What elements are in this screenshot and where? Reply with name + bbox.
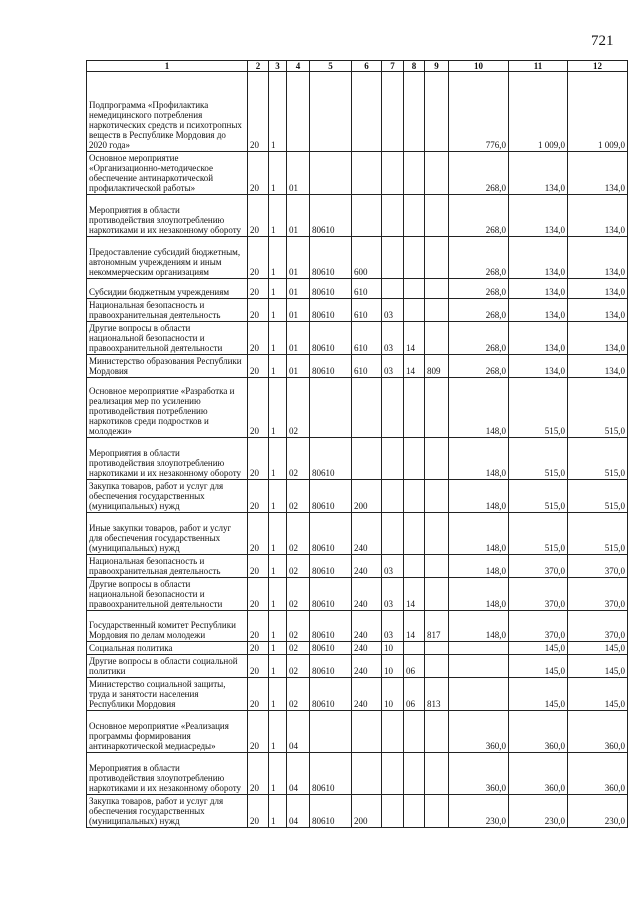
cell-col-4: 01 — [287, 195, 310, 237]
cell-col-10: 148,0 — [449, 611, 509, 642]
cell-col-7 — [382, 152, 404, 195]
header-row — [87, 61, 628, 72]
cell-col-11: 134,0 — [509, 279, 568, 299]
cell-col-3: 1 — [269, 152, 287, 195]
cell-col-2: 20 — [248, 611, 269, 642]
cell-col-11: 515,0 — [509, 513, 568, 555]
row-name: Предоставление субсидий бюджетным, автономным учреждениям и иным некоммерческим организациям — [87, 237, 248, 279]
cell-col-9 — [425, 438, 449, 480]
cell-col-3: 1 — [269, 611, 287, 642]
cell-col-9 — [425, 299, 449, 322]
table-row — [87, 72, 628, 152]
cell-col-11: 145,0 — [509, 642, 568, 655]
row-name: Закупка товаров, работ и услуг для обеспечения государственных (муниципальных) нужд — [87, 795, 248, 828]
row-name: Министерство образования Республики Мордовия — [87, 355, 248, 378]
table-row — [87, 279, 628, 299]
cell-col-5: 80610 — [310, 513, 352, 555]
row-name: Другие вопросы в области социальной политики — [87, 655, 248, 678]
table-row — [87, 438, 628, 480]
cell-col-12: 134,0 — [568, 355, 628, 378]
cell-col-6: 200 — [352, 795, 382, 828]
cell-col-4: 01 — [287, 322, 310, 355]
cell-col-2: 20 — [248, 237, 269, 279]
cell-col-12: 370,0 — [568, 611, 628, 642]
cell-col-4: 02 — [287, 655, 310, 678]
cell-col-8 — [404, 152, 425, 195]
cell-col-11: 230,0 — [509, 795, 568, 828]
cell-col-9 — [425, 195, 449, 237]
cell-col-11: 360,0 — [509, 711, 568, 753]
cell-col-10: 360,0 — [449, 753, 509, 795]
cell-col-8: 06 — [404, 678, 425, 711]
cell-col-8 — [404, 711, 425, 753]
row-name: Мероприятия в области противодействия злоупотреблению наркотиками и их незаконному обороту — [87, 195, 248, 237]
cell-col-3: 1 — [269, 678, 287, 711]
cell-col-10: 148,0 — [449, 438, 509, 480]
cell-col-4: 01 — [287, 299, 310, 322]
row-name: Национальная безопасность и правоохранительная деятельность — [87, 555, 248, 578]
cell-col-9 — [425, 513, 449, 555]
cell-col-11: 145,0 — [509, 678, 568, 711]
cell-col-7 — [382, 480, 404, 513]
cell-col-5: 80610 — [310, 480, 352, 513]
cell-col-7 — [382, 795, 404, 828]
cell-col-4: 01 — [287, 237, 310, 279]
cell-col-7 — [382, 753, 404, 795]
cell-col-6: 600 — [352, 237, 382, 279]
row-name: Субсидии бюджетным учреждениям — [87, 279, 248, 299]
cell-col-8: 14 — [404, 578, 425, 611]
cell-col-6: 610 — [352, 279, 382, 299]
row-name: Мероприятия в области противодействия злоупотреблению наркотиками и их незаконному обороту — [87, 753, 248, 795]
cell-col-10: 268,0 — [449, 152, 509, 195]
cell-col-6: 610 — [352, 322, 382, 355]
cell-col-7 — [382, 438, 404, 480]
cell-col-5: 80610 — [310, 578, 352, 611]
cell-col-3: 1 — [269, 72, 287, 152]
cell-col-10 — [449, 655, 509, 678]
row-name: Основное мероприятие «Разработка и реализация мер по усилению противодействия потреблению наркотиков среди подростков и молодежи» — [87, 378, 248, 438]
cell-col-3: 1 — [269, 378, 287, 438]
cell-col-5: 80610 — [310, 195, 352, 237]
row-name: Другие вопросы в области национальной безопасности и правоохранительной деятельности — [87, 578, 248, 611]
cell-col-12: 134,0 — [568, 195, 628, 237]
row-name: Подпрограмма «Профилактика немедицинского потребления наркотических средств и психотропных веществ в Республике Мордовия до 2020 года» — [87, 72, 248, 152]
cell-col-10: 268,0 — [449, 355, 509, 378]
cell-col-10 — [449, 642, 509, 655]
cell-col-10: 148,0 — [449, 378, 509, 438]
cell-col-3: 1 — [269, 299, 287, 322]
table-row — [87, 555, 628, 578]
cell-col-8 — [404, 555, 425, 578]
cell-col-10 — [449, 678, 509, 711]
cell-col-12: 134,0 — [568, 322, 628, 355]
cell-col-9 — [425, 753, 449, 795]
cell-col-7: 03 — [382, 355, 404, 378]
cell-col-2: 20 — [248, 555, 269, 578]
cell-col-6 — [352, 195, 382, 237]
cell-col-2: 20 — [248, 152, 269, 195]
row-name: Иные закупки товаров, работ и услуг для обеспечения государственных (муниципальных) нужд — [87, 513, 248, 555]
cell-col-4: 04 — [287, 795, 310, 828]
cell-col-2: 20 — [248, 513, 269, 555]
cell-col-11: 360,0 — [509, 753, 568, 795]
cell-col-11: 134,0 — [509, 195, 568, 237]
cell-col-9 — [425, 378, 449, 438]
cell-col-5: 80610 — [310, 795, 352, 828]
cell-col-2: 20 — [248, 678, 269, 711]
cell-col-4: 04 — [287, 753, 310, 795]
cell-col-7 — [382, 195, 404, 237]
row-name: Закупка товаров, работ и услуг для обеспечения государственных (муниципальных) нужд — [87, 480, 248, 513]
cell-col-8 — [404, 279, 425, 299]
cell-col-9 — [425, 322, 449, 355]
table-row — [87, 195, 628, 237]
cell-col-7: 03 — [382, 322, 404, 355]
row-name: Министерство социальной защиты, труда и занятости населения Республики Мордовия — [87, 678, 248, 711]
cell-col-4: 02 — [287, 378, 310, 438]
cell-col-5: 80610 — [310, 555, 352, 578]
column-header: 8 — [404, 61, 425, 72]
table-row — [87, 152, 628, 195]
row-name: Национальная безопасность и правоохранительная деятельность — [87, 299, 248, 322]
row-name: Мероприятия в области противодействия злоупотреблению наркотиками и их незаконному обороту — [87, 438, 248, 480]
cell-col-12: 370,0 — [568, 578, 628, 611]
table-row — [87, 299, 628, 322]
cell-col-9 — [425, 279, 449, 299]
table-row — [87, 578, 628, 611]
cell-col-8 — [404, 237, 425, 279]
cell-col-2: 20 — [248, 795, 269, 828]
table-row — [87, 655, 628, 678]
cell-col-9 — [425, 578, 449, 611]
cell-col-12: 515,0 — [568, 480, 628, 513]
cell-col-4: 01 — [287, 279, 310, 299]
cell-col-10: 148,0 — [449, 513, 509, 555]
column-header: 12 — [568, 61, 628, 72]
cell-col-8 — [404, 299, 425, 322]
cell-col-2: 20 — [248, 711, 269, 753]
cell-col-5: 80610 — [310, 753, 352, 795]
cell-col-2: 20 — [248, 355, 269, 378]
cell-col-5: 80610 — [310, 611, 352, 642]
cell-col-8: 14 — [404, 611, 425, 642]
cell-col-5 — [310, 378, 352, 438]
cell-col-12: 134,0 — [568, 279, 628, 299]
row-name: Другие вопросы в области национальной безопасности и правоохранительной деятельности — [87, 322, 248, 355]
cell-col-9 — [425, 152, 449, 195]
row-name: Государственный комитет Республики Мордовия по делам молодежи — [87, 611, 248, 642]
cell-col-9 — [425, 480, 449, 513]
column-header: 4 — [287, 61, 310, 72]
cell-col-10: 360,0 — [449, 711, 509, 753]
cell-col-5: 80610 — [310, 642, 352, 655]
cell-col-3: 1 — [269, 642, 287, 655]
cell-col-3: 1 — [269, 480, 287, 513]
cell-col-3: 1 — [269, 355, 287, 378]
cell-col-5 — [310, 72, 352, 152]
table-row — [87, 322, 628, 355]
cell-col-5: 80610 — [310, 279, 352, 299]
cell-col-11: 370,0 — [509, 555, 568, 578]
cell-col-6 — [352, 152, 382, 195]
cell-col-11: 134,0 — [509, 322, 568, 355]
cell-col-6: 240 — [352, 555, 382, 578]
cell-col-10: 148,0 — [449, 578, 509, 611]
cell-col-12: 134,0 — [568, 237, 628, 279]
cell-col-9 — [425, 795, 449, 828]
cell-col-9 — [425, 655, 449, 678]
table-row — [87, 795, 628, 828]
cell-col-7: 03 — [382, 555, 404, 578]
cell-col-10: 268,0 — [449, 195, 509, 237]
cell-col-3: 1 — [269, 279, 287, 299]
cell-col-6 — [352, 753, 382, 795]
cell-col-2: 20 — [248, 655, 269, 678]
cell-col-7: 03 — [382, 299, 404, 322]
cell-col-12: 134,0 — [568, 299, 628, 322]
cell-col-8 — [404, 795, 425, 828]
cell-col-3: 1 — [269, 753, 287, 795]
cell-col-6: 610 — [352, 355, 382, 378]
cell-col-12: 515,0 — [568, 438, 628, 480]
cell-col-7 — [382, 711, 404, 753]
cell-col-2: 20 — [248, 642, 269, 655]
cell-col-12: 145,0 — [568, 642, 628, 655]
cell-col-4: 02 — [287, 642, 310, 655]
cell-col-8 — [404, 438, 425, 480]
table-row — [87, 642, 628, 655]
cell-col-5: 80610 — [310, 322, 352, 355]
cell-col-10: 268,0 — [449, 299, 509, 322]
row-name: Социальная политика — [87, 642, 248, 655]
cell-col-2: 20 — [248, 279, 269, 299]
cell-col-7: 03 — [382, 578, 404, 611]
cell-col-6 — [352, 378, 382, 438]
cell-col-12: 515,0 — [568, 513, 628, 555]
cell-col-3: 1 — [269, 195, 287, 237]
cell-col-10: 268,0 — [449, 322, 509, 355]
cell-col-11: 145,0 — [509, 655, 568, 678]
cell-col-12: 515,0 — [568, 378, 628, 438]
cell-col-8: 14 — [404, 355, 425, 378]
table-row — [87, 753, 628, 795]
cell-col-8 — [404, 195, 425, 237]
cell-col-4: 02 — [287, 678, 310, 711]
cell-col-12: 134,0 — [568, 152, 628, 195]
column-header: 7 — [382, 61, 404, 72]
cell-col-2: 20 — [248, 438, 269, 480]
cell-col-4: 02 — [287, 480, 310, 513]
cell-col-7: 10 — [382, 678, 404, 711]
cell-col-12: 370,0 — [568, 555, 628, 578]
cell-col-7: 10 — [382, 655, 404, 678]
table-row — [87, 355, 628, 378]
column-header: 3 — [269, 61, 287, 72]
table-row — [87, 678, 628, 711]
cell-col-7: 10 — [382, 642, 404, 655]
column-header: 10 — [449, 61, 509, 72]
cell-col-5 — [310, 152, 352, 195]
cell-col-7 — [382, 513, 404, 555]
cell-col-11: 134,0 — [509, 152, 568, 195]
cell-col-11: 134,0 — [509, 237, 568, 279]
cell-col-8: 14 — [404, 322, 425, 355]
table-row — [87, 611, 628, 642]
cell-col-2: 20 — [248, 299, 269, 322]
cell-col-11: 515,0 — [509, 438, 568, 480]
budget-table — [86, 60, 628, 828]
cell-col-2: 20 — [248, 480, 269, 513]
cell-col-6 — [352, 438, 382, 480]
cell-col-8 — [404, 72, 425, 152]
cell-col-7 — [382, 237, 404, 279]
cell-col-5: 80610 — [310, 355, 352, 378]
cell-col-7: 03 — [382, 611, 404, 642]
cell-col-6: 610 — [352, 299, 382, 322]
cell-col-5: 80610 — [310, 678, 352, 711]
cell-col-9 — [425, 642, 449, 655]
page-number: 721 — [591, 33, 614, 49]
cell-col-12: 145,0 — [568, 655, 628, 678]
cell-col-11: 515,0 — [509, 378, 568, 438]
table-row — [87, 480, 628, 513]
cell-col-4: 02 — [287, 578, 310, 611]
cell-col-5: 80610 — [310, 655, 352, 678]
cell-col-6: 240 — [352, 611, 382, 642]
cell-col-4 — [287, 72, 310, 152]
cell-col-8: 06 — [404, 655, 425, 678]
cell-col-5: 80610 — [310, 299, 352, 322]
cell-col-2: 20 — [248, 322, 269, 355]
cell-col-9 — [425, 711, 449, 753]
cell-col-11: 370,0 — [509, 578, 568, 611]
cell-col-10: 268,0 — [449, 279, 509, 299]
cell-col-2: 20 — [248, 753, 269, 795]
cell-col-6: 240 — [352, 513, 382, 555]
cell-col-6: 240 — [352, 578, 382, 611]
cell-col-10: 148,0 — [449, 480, 509, 513]
column-header: 6 — [352, 61, 382, 72]
table-row — [87, 513, 628, 555]
cell-col-2: 20 — [248, 72, 269, 152]
cell-col-10: 230,0 — [449, 795, 509, 828]
cell-col-12: 230,0 — [568, 795, 628, 828]
cell-col-7 — [382, 72, 404, 152]
row-name: Основное мероприятие «Организационно-методическое обеспечение антинаркотической профилактической работы» — [87, 152, 248, 195]
cell-col-11: 134,0 — [509, 299, 568, 322]
cell-col-4: 02 — [287, 513, 310, 555]
cell-col-3: 1 — [269, 655, 287, 678]
cell-col-12: 145,0 — [568, 678, 628, 711]
cell-col-4: 02 — [287, 438, 310, 480]
cell-col-3: 1 — [269, 237, 287, 279]
cell-col-10: 268,0 — [449, 237, 509, 279]
cell-col-8 — [404, 753, 425, 795]
cell-col-12: 360,0 — [568, 711, 628, 753]
cell-col-9 — [425, 555, 449, 578]
row-name: Основное мероприятие «Реализация программы формирования антинаркотической медиасреды» — [87, 711, 248, 753]
cell-col-9 — [425, 72, 449, 152]
cell-col-8 — [404, 513, 425, 555]
cell-col-12: 1 009,0 — [568, 72, 628, 152]
cell-col-6: 200 — [352, 480, 382, 513]
cell-col-4: 02 — [287, 555, 310, 578]
cell-col-3: 1 — [269, 578, 287, 611]
cell-col-3: 1 — [269, 322, 287, 355]
cell-col-5: 80610 — [310, 237, 352, 279]
cell-col-5 — [310, 711, 352, 753]
cell-col-4: 02 — [287, 611, 310, 642]
cell-col-11: 370,0 — [509, 611, 568, 642]
cell-col-4: 04 — [287, 711, 310, 753]
table-row — [87, 237, 628, 279]
cell-col-10: 776,0 — [449, 72, 509, 152]
cell-col-6: 240 — [352, 642, 382, 655]
cell-col-2: 20 — [248, 378, 269, 438]
cell-col-5: 80610 — [310, 438, 352, 480]
cell-col-6: 240 — [352, 655, 382, 678]
cell-col-4: 01 — [287, 152, 310, 195]
cell-col-2: 20 — [248, 195, 269, 237]
cell-col-7 — [382, 279, 404, 299]
cell-col-8 — [404, 480, 425, 513]
cell-col-9 — [425, 237, 449, 279]
cell-col-11: 1 009,0 — [509, 72, 568, 152]
table-row — [87, 378, 628, 438]
cell-col-3: 1 — [269, 555, 287, 578]
column-header: 2 — [248, 61, 269, 72]
cell-col-8 — [404, 642, 425, 655]
cell-col-6 — [352, 72, 382, 152]
cell-col-3: 1 — [269, 795, 287, 828]
cell-col-2: 20 — [248, 578, 269, 611]
cell-col-3: 1 — [269, 711, 287, 753]
column-header: 5 — [310, 61, 352, 72]
table-row — [87, 711, 628, 753]
cell-col-11: 134,0 — [509, 355, 568, 378]
cell-col-7 — [382, 378, 404, 438]
cell-col-8 — [404, 378, 425, 438]
column-header: 11 — [509, 61, 568, 72]
cell-col-10: 148,0 — [449, 555, 509, 578]
cell-col-3: 1 — [269, 513, 287, 555]
cell-col-6: 240 — [352, 678, 382, 711]
cell-col-12: 360,0 — [568, 753, 628, 795]
cell-col-4: 01 — [287, 355, 310, 378]
cell-col-9: 817 — [425, 611, 449, 642]
cell-col-9: 813 — [425, 678, 449, 711]
cell-col-11: 515,0 — [509, 480, 568, 513]
cell-col-6 — [352, 711, 382, 753]
column-header: 9 — [425, 61, 449, 72]
column-header: 1 — [87, 61, 248, 72]
cell-col-3: 1 — [269, 438, 287, 480]
cell-col-9: 809 — [425, 355, 449, 378]
